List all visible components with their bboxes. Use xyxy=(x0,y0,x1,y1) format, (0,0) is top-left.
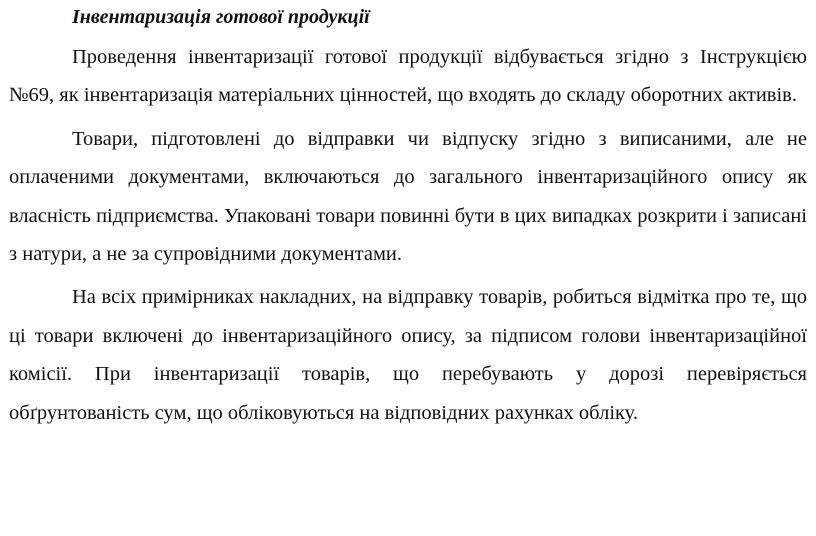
paragraph-instruction: Проведення інвентаризації готової продукції відбувається згідно з Інструкцією №69, як інвентаризація матеріальних цінностей, що входять до складу оборотних активів. xyxy=(9,46,807,107)
paragraph-invoices: На всіх примірниках накладних, на відправку товарів, робиться відмітка про те, що ці товари включені до інвентаризаційного опису, за підписом голови інвентаризаційної комісії. При інвентаризації товарів, що перебувають у дорозі перевіряється обґрунтованість сум, що обліковуються на відповідних рахунках обліку. xyxy=(9,286,807,424)
paragraph-goods-shipping: Товари, підготовлені до відправки чи відпуску згідно з виписаними, але не оплаченими документами, включаються до загального інвентаризаційного опису як власність підприємства. Упаковані товари повинні бути в цих випадках розкрити і записані з натури, а не за супровідними документами. xyxy=(9,127,807,266)
section-heading: Інвентаризація готової продукції xyxy=(72,6,370,28)
